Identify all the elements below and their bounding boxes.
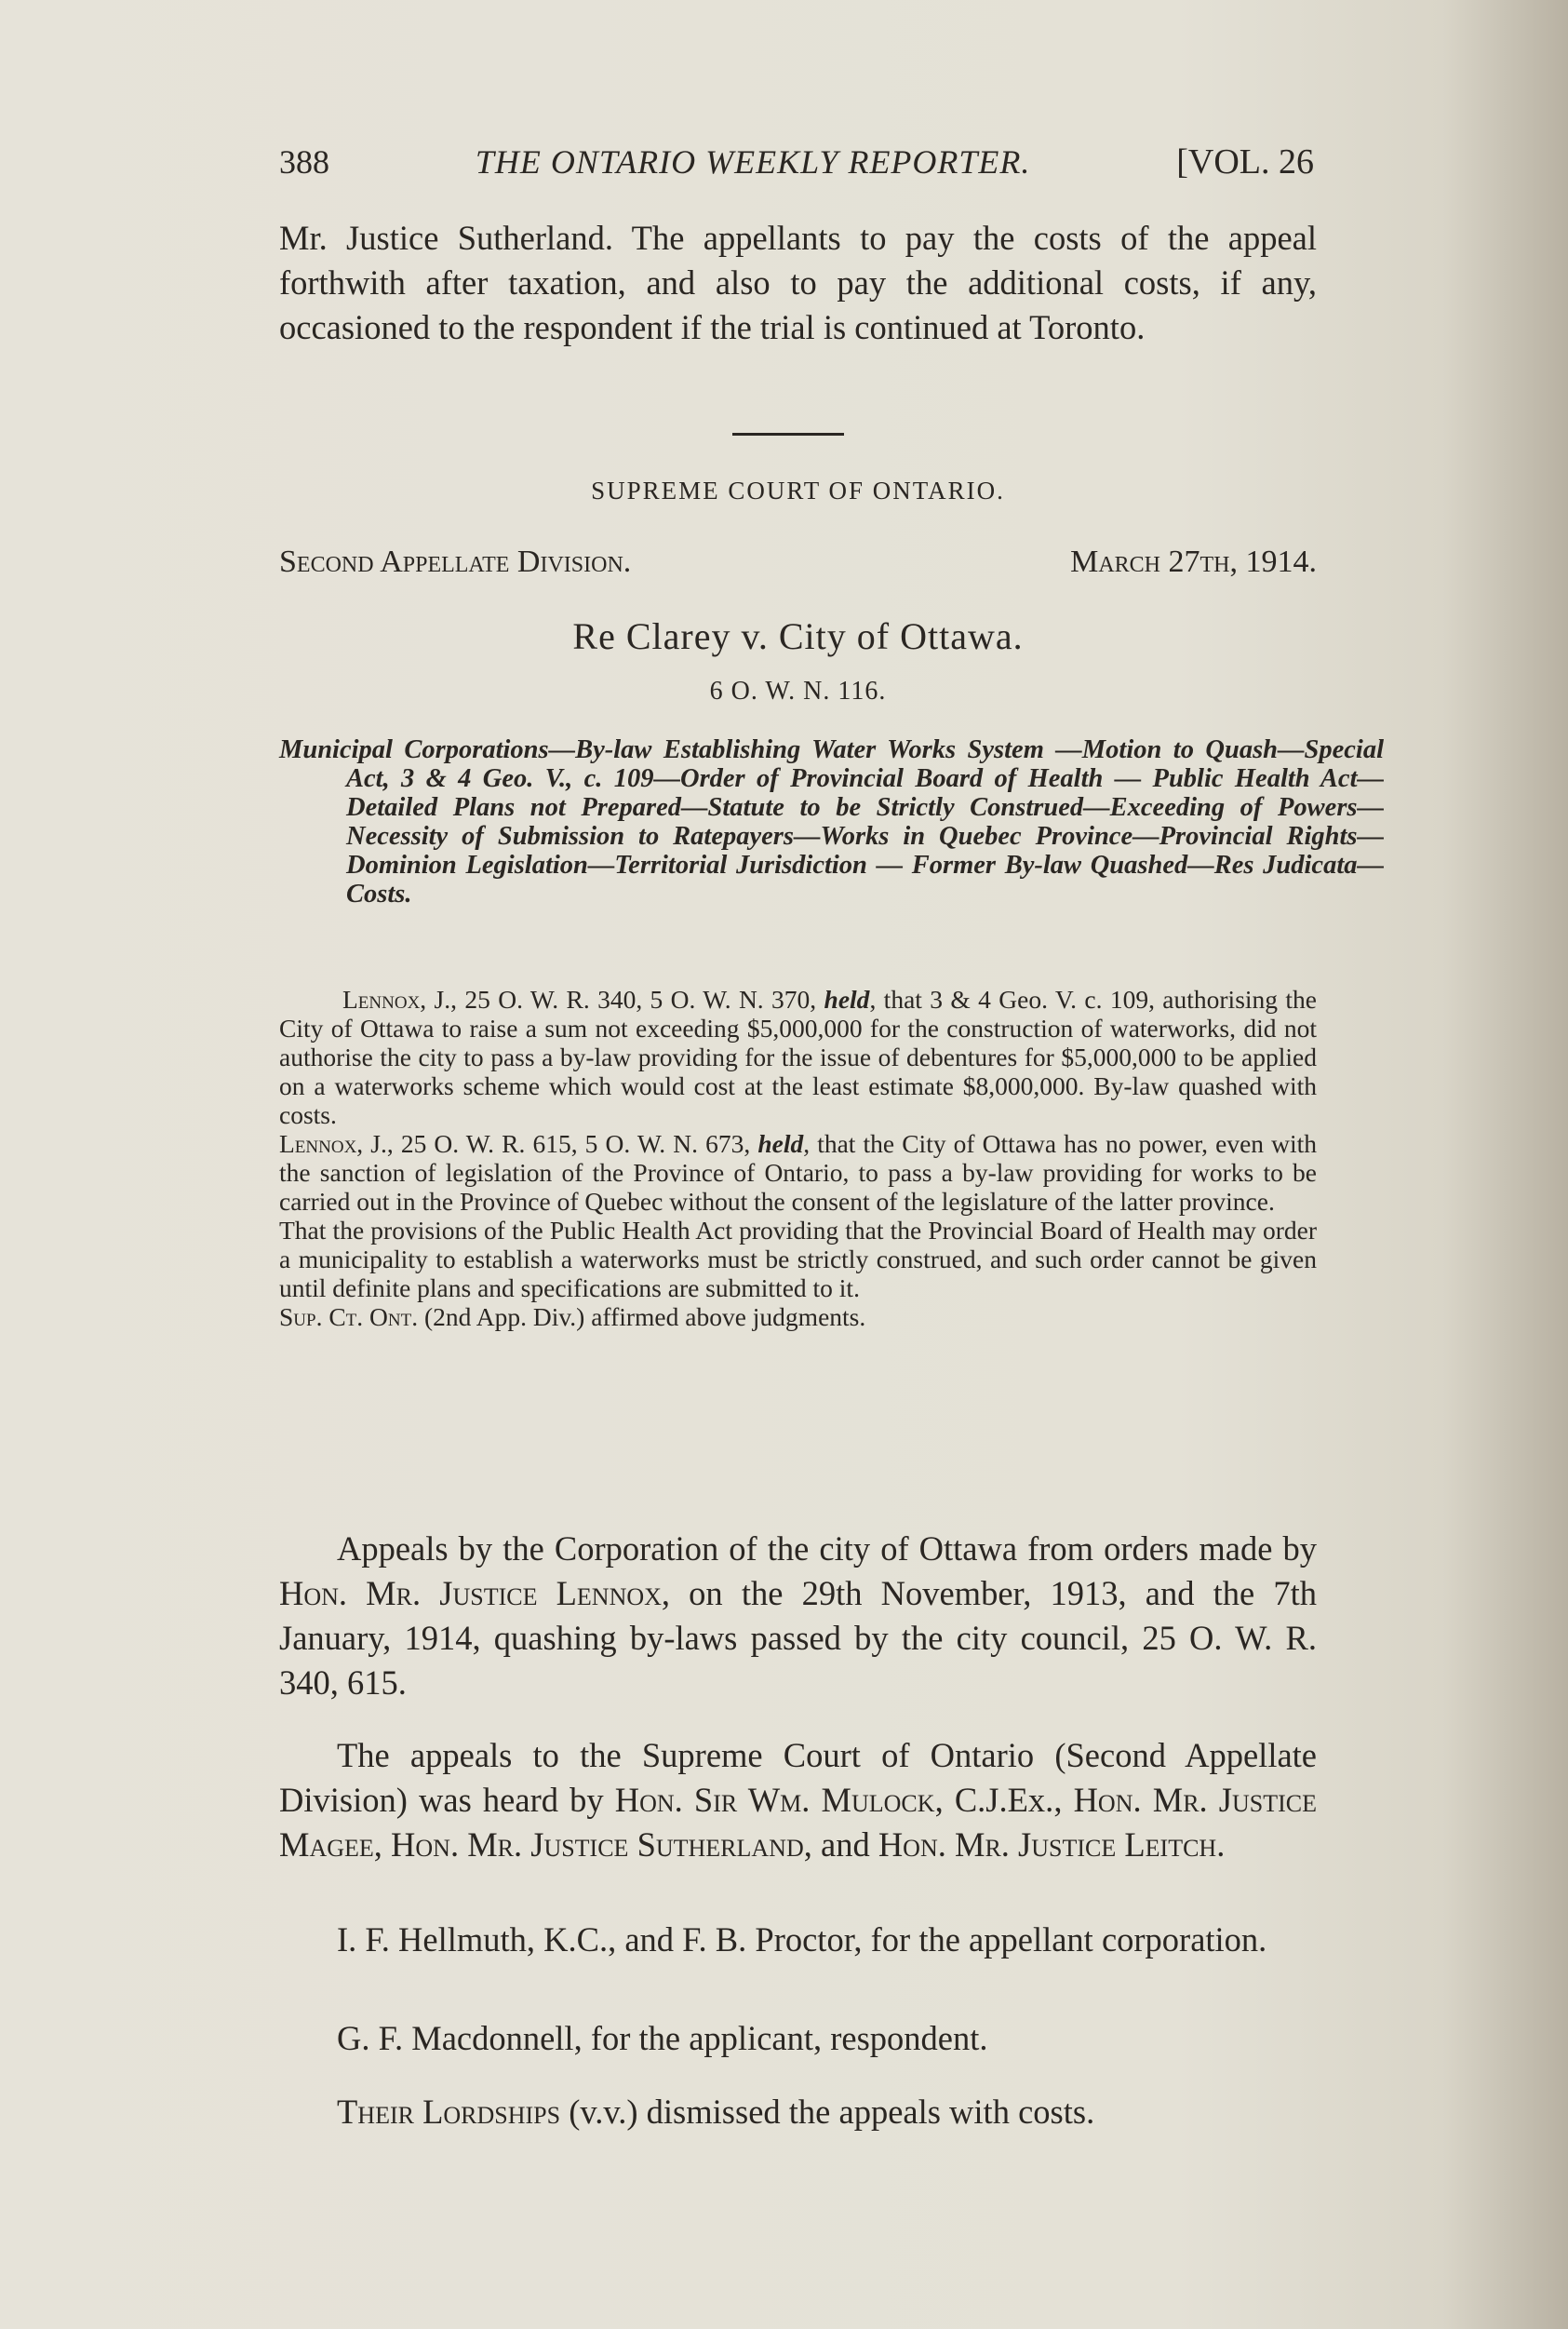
continuation-paragraph: Mr. Justice Sutherland. The appellants to pay the costs of the appeal forthwith after taxation, and also to pay the additional costs, if any, occasioned to the respondent if the trial is continued at Toronto. <box>279 219 1317 346</box>
holding-paragraph-1 <box>279 985 1317 1331</box>
affirmed-text: (2nd App. Div.) affirmed above judgments. <box>418 1302 866 1331</box>
appeals-paragraph <box>279 1527 1317 1705</box>
volume-label: [VOL. 26 <box>1176 142 1314 182</box>
judge-mulock: Hon. Sir Wm. Mulock <box>614 1781 935 1819</box>
appeals-text-before: Appeals by the Corporation of the city of Ottawa from orders made by <box>337 1529 1317 1568</box>
holding-3-text: That the provisions of the Public Health Act providing that the Provincial Board of Health may order a municipality to establish a waterworks must be strictly construed, and such order cannot be given until definite plans and specifications are submitted to it. <box>279 1216 1317 1302</box>
headnote: Municipal Corporations—By-law Establishing Water Works System —Motion to Quash—Special Act, 3 & 4 Geo. V., c. 109—Order of Provincial Board of Health — Public Health Act—Detailed Plans not Prepared—Statute to be Strictly Construed—Exceeding of Powers—Necessity of Submission to Ratepayers—Works in Quebec Province—Provincial Rights—Dominion Legislation—Territorial Jurisdiction — Former By-law Quashed—Res Judicata—Costs. <box>279 735 1384 909</box>
hearing-sep-1: , <box>934 1781 955 1819</box>
appeals-text-after: , on the 29th November, 1913, and the 7th January, 1914, quashing by-laws passed by the city council, 25 O. W. R. 340, 615. <box>279 1574 1317 1702</box>
case-title: Re Clarey v. City of Ottawa. <box>572 615 1024 657</box>
hearing-paragraph <box>279 1733 1317 1867</box>
holding-2-judge: Lennox, J. <box>279 1129 387 1158</box>
counsel-appellant: I. F. Hellmuth, K.C., and F. B. Proctor, for the appellant corporation. <box>337 1920 1267 1959</box>
final-text: (v.v.) dismissed the appeals with costs. <box>560 2093 1095 2131</box>
holding-1-text: , that 3 & 4 Geo. V. c. 109, authorising the City of Ottawa to raise a sum not exceeding $5,000,000 for the construction of waterworks, did not authorise the city to pass a by-law providing for the issue of debentures for $5,000,000 to be applied on a waterworks scheme which would cost at the least estimate $8,000,000. By-law quashed with costs. <box>279 985 1317 1129</box>
decision-date: March 27th, 1914. <box>1070 545 1317 579</box>
court-name: SUPREME COURT OF ONTARIO. <box>591 477 1005 505</box>
holding-1-judge: Lennox, J. <box>342 985 451 1014</box>
hearing-text-before: The appeals to the Supreme Court of Ontario (Second Appellate Division) was heard by <box>279 1736 1317 1819</box>
holding-1-cite: , 25 O. W. R. 340, 5 O. W. N. 370, <box>450 985 817 1014</box>
holding-2-cite: , 25 O. W. R. 615, 5 O. W. N. 673, <box>386 1129 751 1158</box>
running-header <box>279 141 1314 197</box>
affirmed-court: Sup. Ct. Ont. <box>279 1302 419 1331</box>
holding-2-text: , that the City of Ottawa has no power, even with the sanction of legislation of the Province of Ontario, to pass a by-law providing for works to be carried out in the Province of Quebec without the consent of the legislature of the latter province. <box>279 1129 1318 1216</box>
final-paragraph <box>279 2090 1317 2134</box>
division-row <box>279 545 1317 580</box>
hearing-sep-3: , <box>373 1825 392 1864</box>
their-lordships: Their Lordships <box>337 2093 561 2131</box>
case-citation: 6 O. W. N. 116. <box>709 677 887 706</box>
holding-1-held: held <box>824 985 870 1014</box>
judge-magee: Hon. Mr. Justice Magee <box>279 1781 1318 1864</box>
holding-2-held: held <box>757 1129 804 1158</box>
appeals-judge: Hon. Mr. Justice Lennox <box>279 1574 662 1612</box>
hearing-end: . <box>1216 1825 1226 1864</box>
judge-mulock-title: C.J.Ex. <box>954 1781 1054 1819</box>
division-name: Second Appellate Division. <box>279 545 632 579</box>
hearing-sep-2: , <box>1053 1781 1074 1819</box>
hearing-sep-4: , and <box>803 1825 878 1864</box>
running-title: THE ONTARIO WEEKLY REPORTER. <box>475 143 1031 181</box>
section-divider <box>732 433 844 436</box>
counsel-respondent: G. F. Macdonnell, for the applicant, respondent. <box>337 2019 988 2057</box>
judge-sutherland: Hon. Mr. Justice Sutherland <box>391 1825 804 1864</box>
page-number: 388 <box>279 143 329 181</box>
judge-leitch: Hon. Mr. Justice Leitch <box>878 1825 1217 1864</box>
